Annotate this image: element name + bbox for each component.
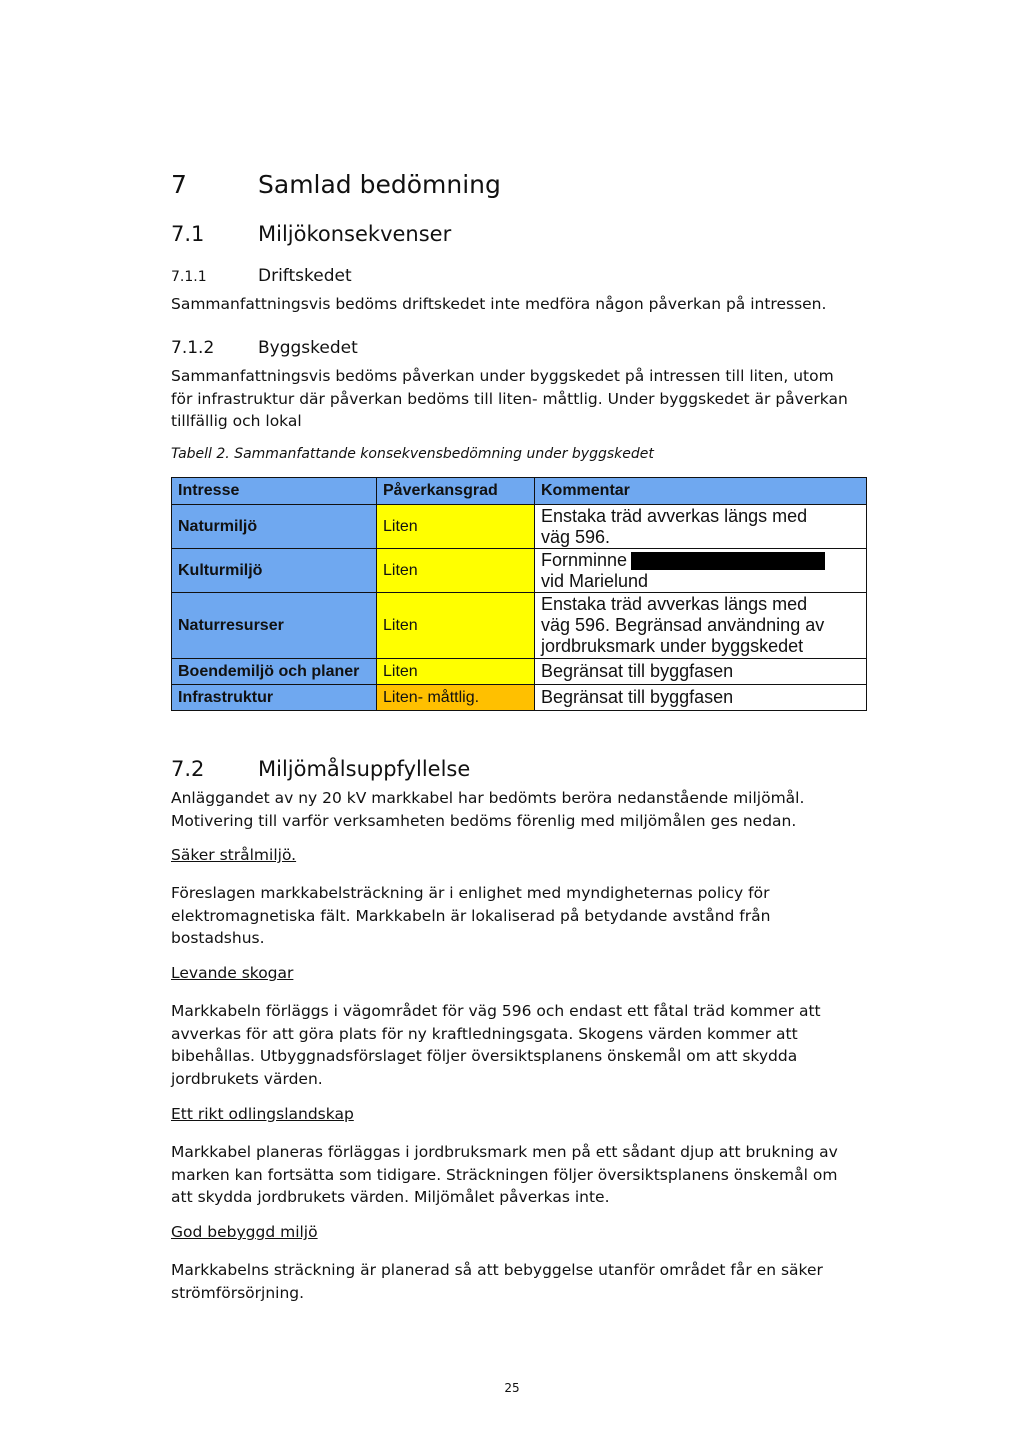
kommentar-line: Enstaka träd avverkas längs med [541,505,808,526]
column-header-kommentar: Kommentar [535,478,867,505]
goal-heading-god-bebyggd-miljo: God bebyggd miljö [171,1223,318,1241]
grad-cell: Liten- måttlig. [377,685,535,711]
column-header-intresse: Intresse [172,478,377,505]
table-caption: Tabell 2. Sammanfattande konsekvensbedömning under byggskedet [171,446,654,462]
paragraph-line: tillfällig och lokal [171,412,302,430]
grad-cell: Liten [377,593,535,659]
kommentar-line: vid Marielund [541,570,649,591]
goal-heading-saker-stralmiljo: Säker strålmiljö. [171,846,297,864]
goal-paragraph [171,882,871,950]
kommentar-line: väg 596. Begränsad användning av [541,615,825,635]
goal-heading-odlingslandskap: Ett rikt odlingslandskap [171,1105,354,1123]
goal-paragraph [171,1000,871,1090]
section-7-1-1-heading [171,266,352,286]
paragraph-line: bostadshus. [171,929,265,947]
paragraph-line: elektromagnetiska fält. Markkabeln är lokaliserad på betydande avstånd från [171,906,771,925]
section-number: 7.1 [171,222,205,246]
miljomal-intro [171,787,871,832]
goal-paragraph [171,1259,871,1304]
kommentar-cell [535,505,867,549]
kommentar-line: Enstaka träd avverkas längs med [541,594,808,614]
paragraph-line: Sammanfattningsvis bedöms påverkan under byggskedet på intressen till liten, utom [171,367,834,385]
section-number: 7.2 [171,757,205,781]
section-number: 7.1.1 [171,269,207,285]
byggskedet-paragraph [171,365,871,433]
section-number: 7 [171,170,187,199]
kommentar-text: Fornminne [541,549,628,570]
kommentar-line [541,550,860,571]
section-title: Byggskedet [258,338,358,358]
impact-table [171,477,867,711]
kommentar-cell [535,593,867,659]
paragraph-line: Markkabel planeras förläggas i jordbruksmark men på ett sådant djup att brukning av [171,1143,838,1161]
table-row [172,505,867,549]
section-7-2-heading [171,757,470,781]
paragraph-line: marken kan fortsätta som tidigare. Sträckningen följer översiktsplanens önskemål om [171,1165,838,1184]
grad-cell: Liten [377,549,535,593]
paragraph-line: Anläggandet av ny 20 kV markkabel har bedömts beröra nedanstående miljömål. [171,789,805,807]
kommentar-cell: Begränsat till byggfasen [535,685,867,711]
intresse-cell: Naturmiljö [172,505,377,549]
paragraph-line: att skydda jordbrukets värden. Miljömålet påverkas inte. [171,1188,610,1206]
intresse-cell: Boendemiljö och planer [172,659,377,685]
page-number: 25 [504,1381,520,1395]
paragraph-line: Motivering till varför verksamheten bedöms förenlig med miljömålen ges nedan. [171,811,797,830]
paragraph-line: Markkabeln förläggs i vägområdet för väg 596 och endast ett fåtal träd kommer att [171,1002,821,1020]
kommentar-line: väg 596. [541,526,611,547]
grad-cell: Liten [377,659,535,685]
table-row [172,659,867,685]
intresse-cell: Kulturmiljö [172,549,377,593]
section-title: Miljömålsuppfyllelse [258,757,471,781]
table-row [172,593,867,659]
section-title: Driftskedet [258,266,352,286]
column-header-paverkansgrad: Påverkansgrad [377,478,535,505]
kommentar-cell: Begränsat till byggfasen [535,659,867,685]
table-row [172,549,867,593]
paragraph-line: för infrastruktur där påverkan bedöms till liten- måttlig. Under byggskedet är påverkan [171,389,848,408]
paragraph-line: Markkabelns sträckning är planerad så att bebyggelse utanför området får en säker [171,1261,823,1279]
grad-cell: Liten [377,505,535,549]
paragraph-line: avverkas för att göra plats för ny kraftledningsgata. Skogens värden kommer att [171,1024,798,1043]
section-7-heading [171,170,501,199]
section-title: Miljökonsekvenser [258,222,452,246]
section-number: 7.1.2 [171,338,215,358]
redaction-bar [631,552,825,570]
kommentar-cell [535,549,867,593]
intresse-cell: Infrastruktur [172,685,377,711]
paragraph-line: Föreslagen markkabelsträckning är i enlighet med myndigheternas policy för [171,884,770,902]
intresse-cell: Naturresurser [172,593,377,659]
section-title: Samlad bedömning [258,170,501,199]
table-header-row [172,478,867,505]
paragraph-line: jordbrukets värden. [171,1069,323,1088]
paragraph-line: strömförsörjning. [171,1283,305,1302]
kommentar-line: jordbruksmark under byggskedet [541,636,804,656]
section-7-1-heading [171,222,451,246]
section-7-1-2-heading [171,338,358,358]
paragraph-line: bibehållas. Utbyggnadsförslaget följer översiktsplanens önskemål om att skydda [171,1047,798,1065]
goal-heading-levande-skogar: Levande skogar [171,964,294,982]
goal-paragraph [171,1141,871,1209]
table-row [172,685,867,711]
driftskedet-paragraph: Sammanfattningsvis bedöms driftskedet inte medföra någon påverkan på intressen. [171,295,827,313]
